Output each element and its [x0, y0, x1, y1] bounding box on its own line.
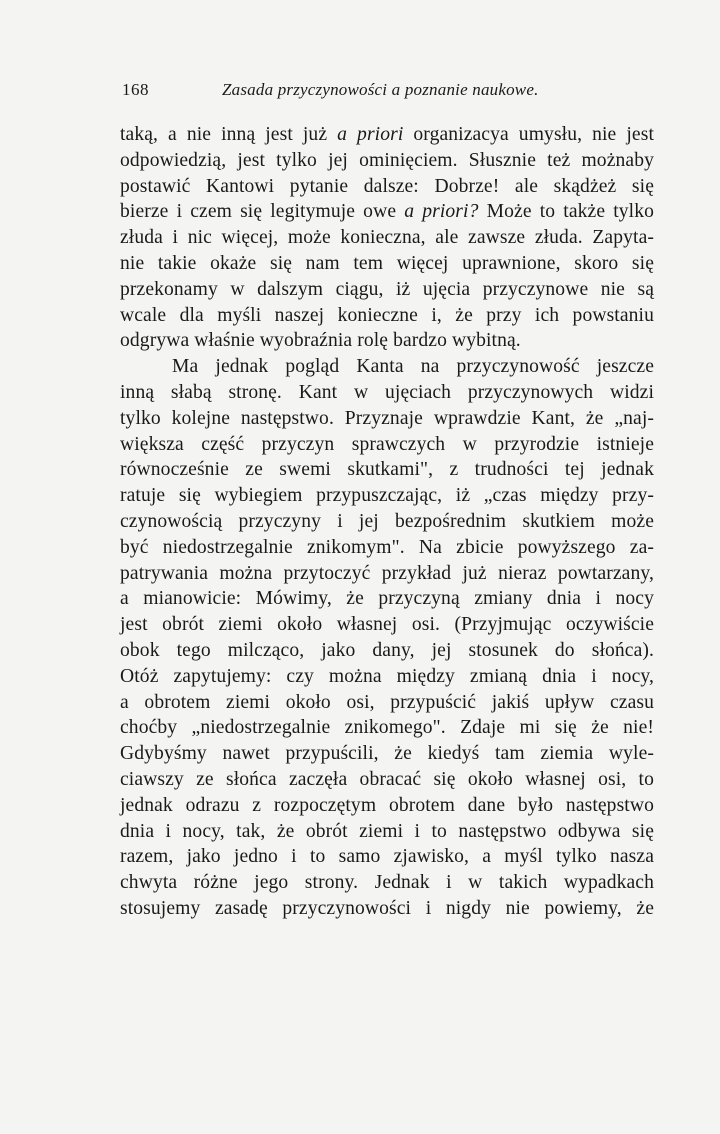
running-title: Zasada przyczynowości a poznanie naukowe.	[222, 80, 539, 99]
text-line: złuda i nic więcej, może konieczna, ale zawsze złuda. Zapyta-	[120, 227, 654, 249]
text-line: równocześnie ze swemi skutkami", z trudności tej jednak	[120, 459, 654, 481]
text-line: ratuje się wybiegiem przypuszczając, iż „czas między przy-	[120, 485, 654, 507]
text-line: stosujemy zasadę przyczynowości i nigdy nie powiemy, że	[120, 897, 654, 919]
text-line: tylko kolejne następstwo. Przyznaje wprawdzie Kant, że „naj-	[120, 407, 654, 429]
text-line: postawić Kantowi pytanie dalsze: Dobrze! ale skądżeż się	[120, 175, 654, 197]
text-line: odgrywa właśnie wyobraźnia rolę bardzo wybitną.	[120, 330, 521, 352]
text-line: choćby „niedostrzegalnie znikomego". Zdaje mi się że nie!	[120, 717, 654, 739]
text-line: razem, jako jedno i to samo zjawisko, a myśl tylko nasza	[120, 846, 654, 868]
text-line: odpowiedzią, jest tylko jej ominięciem. Słusznie też możnaby	[120, 149, 654, 171]
emphasis-a-priori: a priori?	[404, 201, 479, 223]
text-line: jednak odrazu z rozpoczętym obrotem dane było następstwo	[120, 794, 654, 816]
text-line: wcale dla myśli naszej konieczne i, że przy ich powstaniu	[120, 304, 654, 326]
page-number: 168	[122, 80, 149, 99]
paragraph-first-line: Ma jednak pogląd Kanta na przyczynowość jeszcze	[172, 356, 654, 378]
page-header	[120, 80, 655, 104]
text-line: obok tego milcząco, jako dany, jej stosunek do słońca).	[120, 639, 654, 661]
text-line: inną słabą stronę. Kant w ujęciach przyczynowych widzi	[120, 381, 654, 403]
text-line: patrywania można przytoczyć przykład już nieraz powtarzany,	[120, 562, 654, 584]
text-line: ciawszy ze słońca zaczęła obracać się około własnej osi, to	[120, 768, 654, 790]
text-line: chwyta różne jego strony. Jednak i w takich wypadkach	[120, 872, 654, 894]
text-line: taką, a nie inną jest już a priori organizacya umysłu, nie jest	[120, 124, 654, 145]
text-line: dnia i nocy, tak, że obrót ziemi i to następstwo odbywa się	[120, 820, 654, 842]
text-line: bierze i czem się legitymuje owe a priori? Może to także tylko	[120, 201, 655, 223]
text-line: jest obrót ziemi około własnej osi. (Przyjmując oczywiście	[120, 614, 654, 636]
body-text	[120, 122, 654, 922]
text-line: a obrotem ziemi około osi, przypuścić jakiś upływ czasu	[120, 691, 654, 713]
text-line: Otóż zapytujemy: czy można między zmianą dnia i nocy,	[120, 665, 654, 687]
text-line: być niedostrzegalnie znikomym". Na zbicie powyższego za-	[120, 536, 654, 558]
text-line: nie takie okaże się nam tem więcej uprawnione, skoro się	[120, 252, 654, 274]
emphasis-a-priori: a priori	[337, 124, 404, 145]
text-line: a mianowicie: Mówimy, że przyczyną zmiany dnia i nocy	[120, 588, 654, 610]
text-line: większa część przyczyn sprawczych w przyrodzie istnieje	[120, 433, 654, 455]
text-line: Gdybyśmy nawet przypuścili, że kiedyś tam ziemia wyle-	[120, 743, 654, 765]
text-line: przekonamy w dalszym ciągu, iż ujęcia przyczynowe nie są	[120, 278, 654, 300]
text-line: czynowością przyczyny i jej bezpośrednim skutkiem może	[120, 510, 654, 532]
